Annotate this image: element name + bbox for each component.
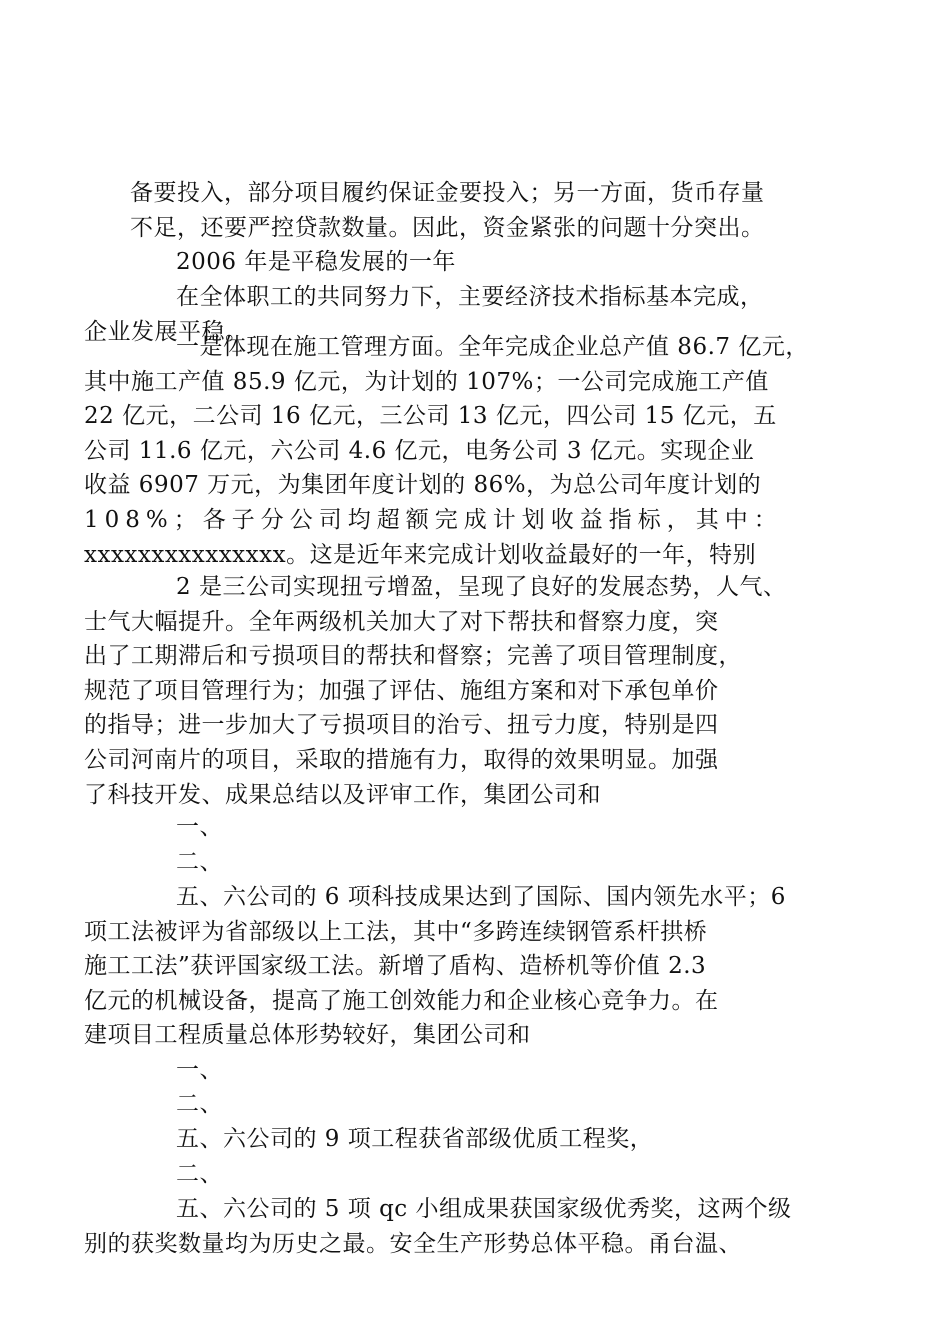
list-item-marker: 二、 (176, 1161, 223, 1187)
list-item-marker: 一、 (176, 814, 223, 840)
list-item (130, 845, 830, 880)
text-line: 别的获奖数量均为历史之最。安全生产形势总体平稳。甬台温、 (84, 1230, 742, 1257)
list-item (130, 1087, 830, 1122)
paragraph-quality-awards (130, 1122, 830, 1157)
text-line: 亿元的机械设备，提高了施工创效能力和企业核心竞争力。在 (84, 987, 719, 1014)
text-line: 2 是三公司实现扭亏增盈，呈现了良好的发展态势，人气、 (176, 574, 787, 600)
text-line: 公司 11.6 亿元，六公司 4.6 亿元，电务公司 3 亿元。实现企业 (84, 437, 755, 464)
text-line: 了科技开发、成果总结以及评审工作，集团公司和 (84, 781, 601, 808)
text-line: 收益 6907 万元，为集团年度计划的 86%，为总公司年度计划的 (84, 472, 762, 499)
text-line: 企业发展平稳。 (84, 318, 249, 345)
text-line: 规范了项目管理行为；加强了评估、施组方案和对下承包单价 (84, 677, 719, 704)
text-line: 建项目工程质量总体形势较好，集团公司和 (84, 1022, 531, 1049)
list-item (130, 810, 830, 845)
text-line: 士气大幅提升。全年两级机关加大了对下帮扶和督察力度，突 (84, 608, 719, 635)
paragraph-funding-shortage (130, 176, 830, 245)
list-item-marker: 二、 (176, 849, 223, 875)
text-line: 五、六公司的 5 项 qc 小组成果获国家级优秀奖，这两个级 (176, 1196, 792, 1222)
text-line: 备要投入，部分项目履约保证金要投入；另一方面，货币存量 (130, 180, 765, 206)
list-item-marker: 二、 (176, 1091, 223, 1117)
list-item (130, 1157, 830, 1192)
text-line: 五、六公司的 6 项科技成果达到了国际、国内领先水平；6 (176, 884, 786, 910)
text-line: 五、六公司的 9 项工程获省部级优质工程奖， (176, 1126, 654, 1152)
text-line: 不足，还要严控贷款数量。因此，资金紧张的问题十分突出。 (130, 214, 765, 241)
text-line: 施工工法”获评国家级工法。新增了盾构、造桥机等价值 2.3 (84, 953, 707, 980)
list-item (130, 1053, 830, 1088)
paragraph-technology-achievements (84, 880, 830, 1053)
paragraph-turnaround (84, 570, 830, 812)
text-line: xxxxxxxxxxxxxxx。这是近年来完成计划收益最好的一年，特别 (84, 541, 757, 568)
text-line: 一是体现在施工管理方面。全年完成企业总产值 86.7 亿元， (176, 334, 809, 360)
section-heading-2006 (130, 245, 830, 280)
text-line: 项工法被评为省部级以上工法，其中“多跨连续钢管系杆拱桥 (84, 918, 708, 945)
text-line: 22 亿元，二公司 16 亿元，三公司 13 亿元，四公司 15 亿元，五 (84, 403, 777, 430)
text-line: 其中施工产值 85.9 亿元，为计划的 107%；一公司完成施工产值 (84, 368, 769, 395)
text-line: 108%；各子分公司均超额完成计划收益指标，其中： (84, 506, 783, 533)
heading-text: 2006 年是平稳发展的一年 (176, 249, 456, 275)
text-line: 出了工期滞后和亏损项目的帮扶和督察；完善了项目管理制度， (84, 643, 742, 670)
text-line: 在全体职工的共同努力下，主要经济技术指标基本完成， (176, 284, 764, 310)
paragraph-qc-awards (84, 1192, 830, 1261)
text-line: 的指导；进一步加大了亏损项目的治亏、扭亏力度，特别是四 (84, 712, 719, 739)
text-line: 公司河南片的项目，采取的措施有力，取得的效果明显。加强 (84, 746, 719, 773)
list-item-marker: 一、 (176, 1057, 223, 1083)
